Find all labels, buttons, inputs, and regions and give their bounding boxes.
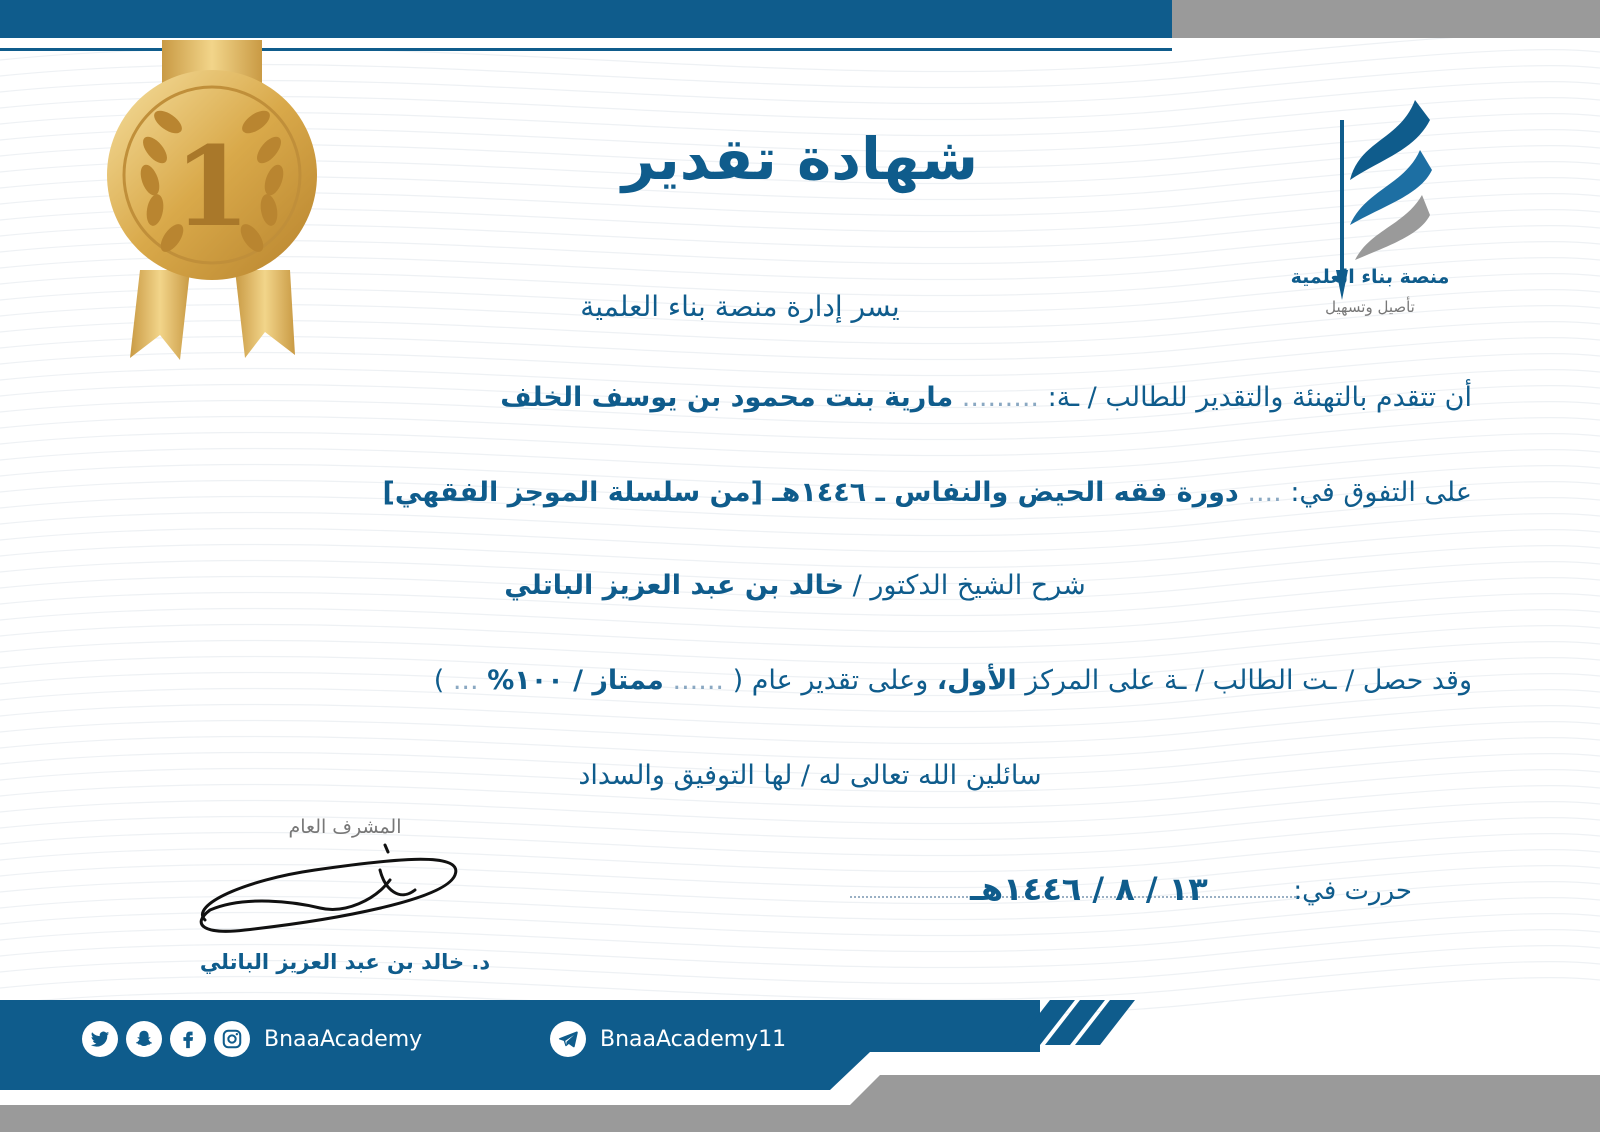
facebook-icon[interactable]: [170, 1021, 206, 1057]
supervisor-name: د. خالد بن عبد العزيز الباتلي: [199, 950, 491, 974]
closing-line: سائلين الله تعالى له / لها التوفيق والسداد: [578, 760, 1042, 791]
grade-prefix: وعلى تقدير عام (: [732, 665, 929, 696]
excellence-prefix: على التفوق في:: [1290, 477, 1472, 508]
explained-by-line: [400, 570, 1190, 601]
course-line: [383, 477, 1472, 508]
logo-name: منصة بناء العلمية: [1290, 266, 1450, 288]
student-line: [500, 382, 1472, 413]
course-name: دورة فقه الحيض والنفاس ـ ١٤٤٦هـ [من سلسلة الموجز الفقهي]: [382, 477, 1239, 508]
telegram-icon[interactable]: [550, 1021, 586, 1057]
snapchat-icon[interactable]: [126, 1021, 162, 1057]
date-label: حررت في:: [1293, 876, 1412, 906]
dots: ......: [672, 665, 724, 696]
header-blue-band: [0, 0, 1172, 38]
explained-by-prefix: شرح الشيخ الدكتور /: [852, 570, 1086, 601]
student-name: مارية بنت محمود بن يوسف الخلف: [500, 382, 954, 413]
dots: ....: [1247, 477, 1282, 508]
result-prefix: وقد حصل / ـت الطالب / ـة على المركز: [1025, 665, 1472, 696]
dots: ...: [452, 665, 479, 696]
grade-suffix: ): [433, 665, 445, 696]
signature-icon: [185, 840, 475, 950]
twitter-icon[interactable]: [82, 1021, 118, 1057]
telegram-link: [550, 1020, 786, 1058]
supervisor-label: المشرف العام: [288, 816, 402, 838]
gold-medal-icon: [100, 40, 330, 370]
svg-text:1: 1: [173, 122, 251, 251]
social-links: [82, 1020, 422, 1058]
rank-value: الأول،: [936, 665, 1017, 696]
telegram-handle[interactable]: BnaaAcademy11: [600, 1026, 787, 1052]
instagram-icon[interactable]: [214, 1021, 250, 1057]
page-title: شهادة تقدير: [621, 125, 979, 193]
congrats-prefix: أن تتقدم بالتهنئة والتقدير للطالب / ـة:: [1047, 382, 1472, 413]
social-handle[interactable]: BnaaAcademy: [264, 1026, 423, 1052]
result-line: [434, 665, 1472, 696]
logo-tagline: تأصيل وتسهيل: [1325, 298, 1415, 316]
grade-value: ممتاز / ١٠٠%: [487, 665, 664, 696]
intro-line: يسر إدارة منصة بناء العلمية: [580, 290, 900, 323]
bnaa-logo-icon: [1280, 70, 1490, 330]
explained-by-name: خالد بن عبد العزيز الباتلي: [504, 570, 845, 601]
date-value: ١٣ / ٨ / ١٤٤٦هـ: [970, 870, 1208, 908]
header-gray-band: [1172, 0, 1600, 38]
dots: .........: [961, 382, 1040, 413]
